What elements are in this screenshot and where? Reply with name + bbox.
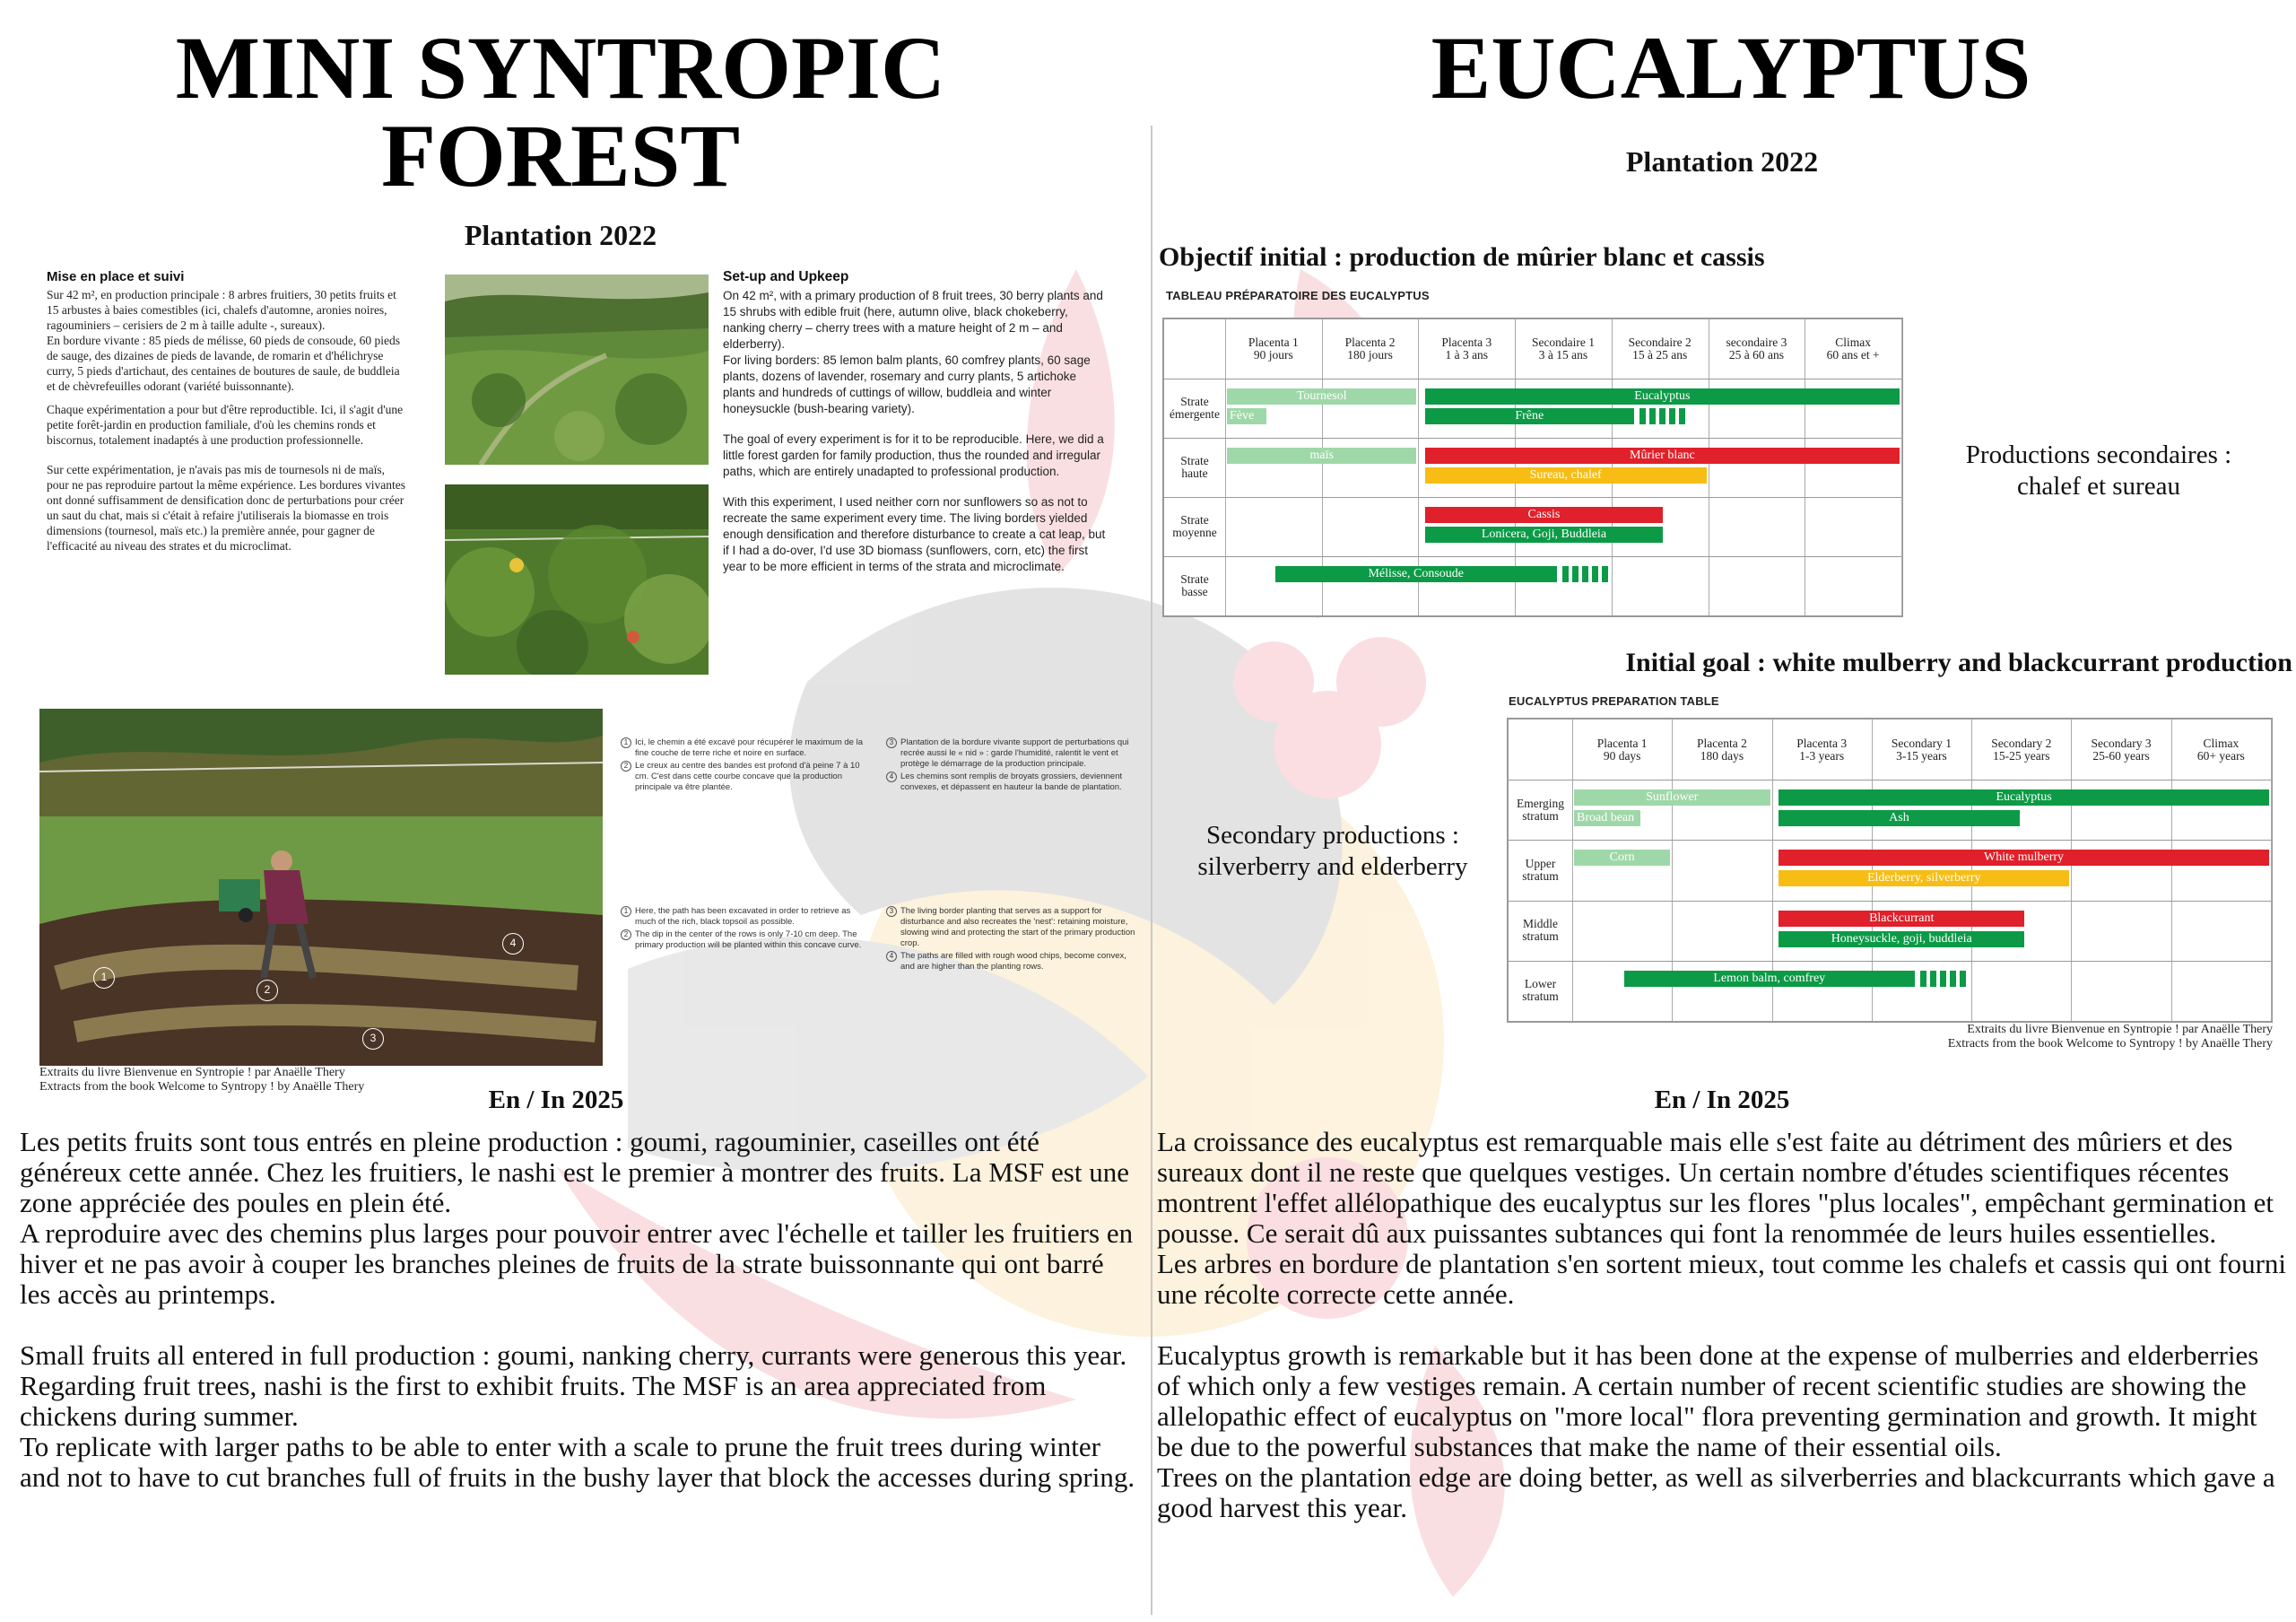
chart-bar <box>1574 789 1770 806</box>
table-fr-title: TABLEAU PRÉPARATOIRE DES EUCALYPTUS <box>1166 289 1430 302</box>
note-number: 3 <box>886 737 897 748</box>
note-number: 1 <box>621 737 631 748</box>
right-fr-paragraph: La croissance des eucalyptus est remarquable mais elle s'est faite au détriment des mûriers et des sureaux dont il ne reste que quelques vestiges. Un certain nombre d'études scientifiques récentes montrent l'effet allélopathique des eucalyptus sur les flores "plus locales", empêchant germination et pousse. Ce serait dû aux puissantes subtances qui font la renommée de leurs huiles essentielles. <box>1157 1126 2274 1249</box>
chart-bar <box>1227 448 1416 464</box>
row-label-line: Strate <box>1180 513 1209 527</box>
row-label-line: Emerging <box>1517 796 1564 810</box>
chart-bar <box>1425 507 1663 523</box>
note-item <box>886 737 1139 770</box>
photo-marker: 1 <box>93 967 115 989</box>
photo-marker: 4 <box>502 933 524 955</box>
bar-dash <box>1669 408 1675 424</box>
column-header-line: Secondaire 1 <box>1531 336 1596 349</box>
bar-dash <box>1592 566 1598 582</box>
bar-dash <box>1940 971 1946 987</box>
row-label-line: stratum <box>1522 808 1559 823</box>
column-header-line: Secondary 1 <box>1891 736 1952 750</box>
eucalyptus-table-fr <box>1162 318 1903 617</box>
note-number: 4 <box>886 772 897 782</box>
photo-notes-fr-b <box>886 737 1139 795</box>
row-label <box>1164 556 1225 615</box>
column-header-line: 25-60 years <box>2092 748 2150 763</box>
book-fr-paragraph: Sur cette expérimentation, je n'avais pas mis de tournesols ni de maïs, pour ne pas reproduire partout la même expérience. Les bordures vivantes ont donné suffisamment de densification donc de perturbations pour créer un saut du chat, mais si c'était à refaire j'utiliserais la biomasse en trois dimensions (tournesol, maïs etc.) la première année, pour gagner de l'efficacité au niveau des strates et du microclimat. <box>47 463 405 553</box>
column-header-line: 15 à 25 ans <box>1632 348 1688 362</box>
photo-notes-fr-a <box>621 737 872 795</box>
book-en-paragraph: For living borders: 85 lemon balm plants, 60 comfrey plants, 60 sage plants, dozens of lavender, rosemary and curry plants, 5 artichoke plants and hundreds of cuttings of willow, buddleia and winter honeysuckle (bush-bearing variety). <box>723 353 1091 415</box>
photo-marker: 2 <box>257 980 278 1001</box>
book-excerpt-fr <box>47 269 410 562</box>
column-header-line: Placenta 2 <box>1696 736 1747 750</box>
bar-label: Elderberry, silverberry <box>1866 871 1981 885</box>
column-header-line: 1-3 years <box>1799 748 1845 763</box>
row-label <box>1509 961 1572 1021</box>
bar-label: maïs <box>1309 449 1334 462</box>
book-fr-heading: Mise en place et suivi <box>47 269 185 284</box>
chart-bar <box>1779 870 2069 886</box>
column-header-line: Placenta 3 <box>1796 736 1848 750</box>
chart-bar <box>1779 911 2024 927</box>
center-divider <box>1151 126 1152 1615</box>
note-item <box>621 761 872 793</box>
note-text: Plantation de la bordure vivante support de perturbations qui recrée aussi le « nid » : garde l'humidité, ralentit le vent et protège le démarrage de la production principale. <box>900 737 1129 769</box>
bar-label: Lemon balm, comfrey <box>1713 971 1826 985</box>
chart-bar <box>1425 408 1634 424</box>
column-header-line: 15-25 years <box>1993 748 2050 763</box>
row-label <box>1164 497 1225 556</box>
bar-label: Fève <box>1230 409 1255 423</box>
column-header <box>1672 719 1771 780</box>
row-label-line: stratum <box>1522 990 1559 1004</box>
chart-bar <box>1779 810 2020 826</box>
garden-photo-top <box>445 275 709 465</box>
book-fr-paragraph: Sur 42 m², en production principale : 8 arbres fruitiers, 30 petits fruits et 15 arbustes à baies comestibles (ici, chalefs d'automne, aronies noires, ragouminiers – cerisiers de 2 m à taille adulte -, sureaux). <box>47 288 396 332</box>
row-label-line: émergente <box>1170 407 1220 421</box>
secondary-productions-en <box>1162 820 1503 883</box>
column-header <box>2171 719 2271 780</box>
chart-bar <box>1227 408 1266 424</box>
note-text: Ici, le chemin a été excavé pour récupérer le maximum de la fine couche de terre riche et noire en surface. <box>635 737 863 758</box>
left-plantation-year: Plantation 2022 <box>464 219 657 251</box>
book-en-paragraph: With this experiment, I used neither corn nor sunflowers so as not to recreate the same experiment every time. The living borders yielded enough densification and therefore disturbance to create a cat leap, but if I had a do-over, I'd use 3D biomass (sunflowers, corn, etc) the first year to be more efficient in terms of the strata and microclimate. <box>723 495 1106 573</box>
row-label-line: Lower <box>1524 977 1557 991</box>
column-header-line: Secondary 2 <box>1991 736 2052 750</box>
column-header <box>1709 319 1805 379</box>
row-label-line: moyenne <box>1172 526 1217 539</box>
right-2025-text <box>1157 1127 2287 1523</box>
left-2025-text <box>20 1127 1136 1493</box>
grid-line <box>1901 319 1902 615</box>
column-header-line: Placenta 2 <box>1344 336 1396 349</box>
chart-bar <box>1425 448 1900 464</box>
book-excerpt-en <box>723 269 1109 583</box>
row-label-line: Upper <box>1525 856 1556 870</box>
bar-label: Broad bean <box>1577 811 1635 824</box>
bar-dash <box>1960 971 1966 987</box>
side-en-line2: silverberry and elderberry <box>1197 852 1468 881</box>
column-header-line: 180 days <box>1700 748 1744 763</box>
side-fr-line2: chalef et sureau <box>2017 472 2180 501</box>
bar-label: Mélisse, Consoude <box>1368 567 1464 580</box>
bar-dash <box>1572 566 1578 582</box>
bar-label: Cassis <box>1527 508 1561 521</box>
bar-dash <box>1649 408 1656 424</box>
column-header-line: 3-15 years <box>1896 748 1947 763</box>
bar-dash <box>1930 971 1936 987</box>
column-header-line: 60 ans et + <box>1826 348 1880 362</box>
book-fr-paragraph: En bordure vivante : 85 pieds de mélisse, 60 pieds de consoude, 60 pieds de sauge, des dizaines de pieds de lavande, de romarin et d'hélichryse curry, 5 pieds d'artichaut, des centaines de boutures de saule, de buddleia et de chèvrefeuilles odorant (variété buissonnante). <box>47 334 401 393</box>
row-label <box>1164 438 1225 497</box>
note-item <box>886 772 1139 793</box>
note-item <box>621 929 872 951</box>
row-label <box>1164 379 1225 438</box>
note-item <box>621 906 872 928</box>
photo-notes-en-b <box>886 906 1139 974</box>
chart-bar <box>1574 810 1640 826</box>
column-header <box>1515 319 1612 379</box>
column-header <box>1772 719 1872 780</box>
bar-dash <box>1639 408 1646 424</box>
note-number: 2 <box>621 929 631 940</box>
eucalyptus-table-en <box>1507 718 2273 1023</box>
bar-dash <box>1920 971 1926 987</box>
caption-en: Extracts from the book Welcome to Syntropy ! by Anaëlle Thery <box>39 1080 365 1094</box>
table-en-title: EUCALYPTUS PREPARATION TABLE <box>1509 694 1719 708</box>
secondary-productions-fr <box>1919 440 2278 502</box>
objective-en-heading: Initial goal : white mulberry and blackcurrant production <box>1625 648 2292 677</box>
left-title <box>108 18 1013 205</box>
right-fr-paragraph: Les arbres en bordure de plantation s'en sortent mieux, tout comme les chalefs et cassis qui ont fourni une récolte correcte cette année. <box>1157 1248 2287 1310</box>
column-header <box>1225 319 1322 379</box>
column-header-line: Climax <box>2203 736 2239 750</box>
right-book-caption <box>1704 1023 2273 1051</box>
left-fr-paragraph: Les petits fruits sont tous entrés en pleine production : goumi, ragouminier, caseilles ont été généreux cette année. Chez les fruitiers, le nashi est le premier à montrer des fruits. La MSF est une zone appréciée des poules en plein été. <box>20 1126 1129 1218</box>
photo-notes-en-a <box>621 906 872 953</box>
grid-line <box>1164 438 1901 439</box>
bar-label: Mûrier blanc <box>1630 449 1695 462</box>
chart-bar <box>1574 850 1670 866</box>
row-label <box>1509 901 1572 961</box>
row-label-line: stratum <box>1522 929 1559 944</box>
column-header <box>1572 719 1672 780</box>
bar-dash <box>1659 408 1665 424</box>
bar-label: Blackcurrant <box>1869 911 1935 925</box>
column-header-line: Secondaire 2 <box>1628 336 1692 349</box>
column-header <box>1805 319 1901 379</box>
bar-label: White mulberry <box>1984 850 2065 865</box>
chart-bar <box>1425 388 1900 405</box>
book-en-paragraph: The goal of every experiment is for it to be reproducible. Here, we did a little forest garden for family production, thus the rounded and irregular paths, which are entirely unadapted to professional production. <box>723 432 1104 478</box>
garden-photo-middle <box>445 484 709 675</box>
side-fr-line1: Productions secondaires : <box>1965 440 2232 469</box>
left-in-2025-heading: En / In 2025 <box>488 1086 624 1114</box>
note-text: The paths are filled with rough wood chips, become convex, and are higher than the planting rows. <box>900 951 1126 972</box>
column-header-line: Climax <box>1835 336 1871 349</box>
right-en-paragraph: Trees on the plantation edge are doing better, as well as silverberries and blackcurrants which gave a good harvest this year. <box>1157 1461 2275 1523</box>
bar-label: Tournesol <box>1296 389 1347 403</box>
note-number: 1 <box>621 906 631 917</box>
note-text: Les chemins sont remplis de broyats grossiers, deviennent convexes, et dépassent en hauteur la bande de plantation. <box>900 772 1123 792</box>
bar-label: Eucalyptus <box>1996 790 2052 804</box>
left-title-line1: MINI SYNTROPIC <box>175 18 946 118</box>
right-en-paragraph: Eucalyptus growth is remarkable but it has been done at the expense of mulberries and elderberries of which only a few vestiges remain. A certain number of recent scientific studies are showing the allelopathic effect of eucalyptus on "more local" flora preventing germination and growth. It might be due to the powerful substances that make the name of their essential oils. <box>1157 1339 2259 1462</box>
column-header-line: Placenta 1 <box>1248 336 1299 349</box>
chart-bar <box>1275 566 1557 582</box>
column-header-line: 90 days <box>1603 748 1641 763</box>
column-header-line: secondaire 3 <box>1726 336 1787 349</box>
left-en-paragraph: To replicate with larger paths to be able to enter with a scale to prune the fruit trees during winter and not to have to cut branches full of fruits in the bushy layer that block the accesses during spring. <box>20 1431 1135 1493</box>
bar-label: Eucalyptus <box>1634 389 1691 403</box>
column-header <box>1971 719 2071 780</box>
grid-line <box>1509 961 2271 962</box>
column-header-line: 90 jours <box>1253 348 1293 362</box>
chart-bar <box>1779 850 2269 866</box>
bar-label: Lonicera, Goji, Buddleia <box>1481 528 1607 541</box>
row-label-line: Middle <box>1523 917 1558 931</box>
caption-fr: Extraits du livre Bienvenue en Syntropie ! par Anaëlle Thery <box>1967 1023 2273 1036</box>
objective-fr-heading: Objectif initial : production de mûrier blanc et cassis <box>1159 242 1765 272</box>
grid-line <box>1164 556 1901 557</box>
bar-dash <box>1950 971 1956 987</box>
bar-label: Frêne <box>1515 409 1544 423</box>
grid-line <box>1509 1021 2271 1022</box>
right-in-2025-heading: En / In 2025 <box>1654 1086 1790 1114</box>
column-header <box>1872 719 1971 780</box>
column-header-line: 60+ years <box>2196 748 2245 763</box>
column-header <box>1612 319 1709 379</box>
note-text: Here, the path has been excavated in order to retrieve as much of the rich, black topsoil as possible. <box>635 906 851 927</box>
photo-marker: 3 <box>362 1028 384 1050</box>
note-number: 3 <box>886 906 897 917</box>
right-plantation-year: Plantation 2022 <box>1625 145 1819 178</box>
column-header-line: Placenta 1 <box>1596 736 1648 750</box>
bar-dash <box>1602 566 1608 582</box>
grid-line <box>2271 719 2272 1021</box>
row-label-line: basse <box>1181 585 1208 598</box>
chart-bar <box>1624 971 1915 987</box>
left-en-paragraph: Small fruits all entered in full production : goumi, nanking cherry, currants were generous this year. Regarding fruit trees, nashi is the first to exhibit fruits. The MSF is an area appreciated from chickens during summer. <box>20 1339 1127 1432</box>
row-label-line: Strate <box>1180 572 1209 586</box>
left-fr-paragraph: A reproduire avec des chemins plus larges pour pouvoir entrer avec l'échelle et tailler les fruitiers en hiver et ne pas avoir à couper les branches pleines de fruits de la strate buissonnante qui ont barré les accès au printemps. <box>20 1217 1134 1310</box>
chart-bar <box>1227 388 1416 405</box>
left-title-line2: FOREST <box>380 106 741 205</box>
grid-line <box>1164 497 1901 498</box>
gardener-wheelbarrow-photo <box>39 709 603 1066</box>
note-number: 4 <box>886 951 897 962</box>
caption-fr: Extraits du livre Bienvenue en Syntropie ! par Anaëlle Thery <box>39 1066 345 1079</box>
bar-dash <box>1562 566 1569 582</box>
bar-label: Ash <box>1889 811 1909 824</box>
bar-label: Corn <box>1609 850 1635 865</box>
column-header-line: 180 jours <box>1347 348 1393 362</box>
note-text: The living border planting that serves as a support for disturbance and also recreates the 'nest': retaining moisture, slowing wind and protecting the start of the primary production crop. <box>900 906 1135 948</box>
column-header-line: Secondary 3 <box>2091 736 2152 750</box>
side-en-line1: Secondary productions : <box>1206 821 1459 850</box>
book-en-heading: Set-up and Upkeep <box>723 269 849 284</box>
note-number: 2 <box>621 761 631 772</box>
row-label <box>1509 840 1572 900</box>
chart-bar <box>1779 789 2269 806</box>
grid-line <box>1164 615 1901 616</box>
bar-label: Sunflower <box>1646 790 1699 804</box>
column-header-line: 1 à 3 ans <box>1445 348 1489 362</box>
book-fr-paragraph: Chaque expérimentation a pour but d'être reproductible. Ici, il s'agit d'une petite forêt-jardin en production familiale, d'où les chemins ronds et biscornus, totalement inadaptés à une production professionnelle. <box>47 403 404 447</box>
row-label-line: stratum <box>1522 868 1559 883</box>
row-label-line: Strate <box>1180 395 1209 408</box>
grid-line <box>1509 901 2271 902</box>
chart-bar <box>1425 527 1663 543</box>
note-item <box>886 906 1139 949</box>
caption-en: Extracts from the book Welcome to Syntropy ! by Anaëlle Thery <box>1947 1037 2273 1051</box>
note-text: Le creux au centre des bandes est profond d'à peine 7 à 10 cm. C'est dans cette courbe concave que la production principale va être plantée. <box>635 761 860 792</box>
bar-dash <box>1582 566 1588 582</box>
row-label-line: Strate <box>1180 454 1209 467</box>
chart-bar <box>1425 467 1707 484</box>
note-text: The dip in the center of the rows is only 7-10 cm deep. The primary production will be planted within this concave curve. <box>635 929 862 950</box>
note-item <box>621 737 872 759</box>
bar-label: Honeysuckle, goji, buddleia <box>1831 931 1972 946</box>
column-header <box>1322 319 1419 379</box>
column-header-line: 3 à 15 ans <box>1538 348 1588 362</box>
chart-bar <box>1779 931 2024 947</box>
column-header <box>1418 319 1515 379</box>
column-header-line: 25 à 60 ans <box>1728 348 1784 362</box>
book-en-paragraph: On 42 m², with a primary production of 8 fruit trees, 30 berry plants and 15 shrubs with edible fruit (here, autumn olive, black chokeberry, nanking cherry – cherry trees with a mature height of 2 m – and elderberry). <box>723 289 1103 351</box>
column-header <box>2071 719 2170 780</box>
bar-dash <box>1679 408 1685 424</box>
column-header-line: Placenta 3 <box>1441 336 1492 349</box>
note-item <box>886 951 1139 972</box>
bar-label: Sureau, chalef <box>1529 468 1602 482</box>
right-title: EUCALYPTUS <box>1431 18 2031 118</box>
row-label-line: haute <box>1181 467 1208 480</box>
grid-line <box>1509 840 2271 841</box>
row-label <box>1509 780 1572 840</box>
